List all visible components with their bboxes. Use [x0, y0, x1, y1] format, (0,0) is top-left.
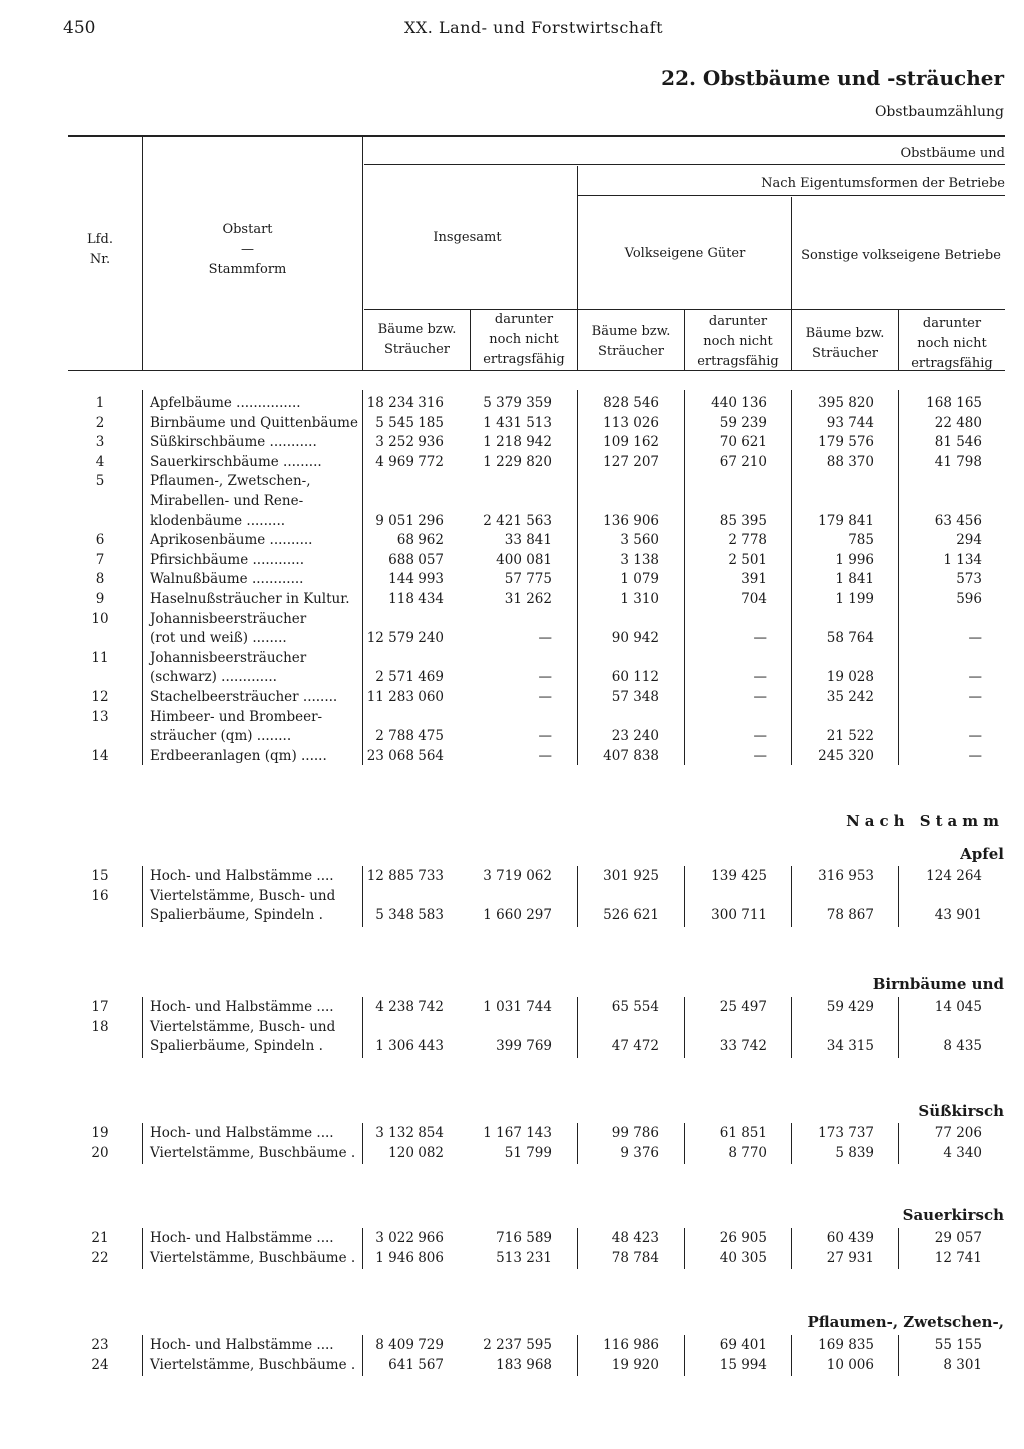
cell-value: 69 401: [719, 1337, 767, 1353]
cell-value: 3 719 062: [483, 868, 552, 884]
cell-value: 144 993: [388, 571, 444, 587]
cell-value: —: [968, 748, 982, 764]
cell-value: 77 206: [934, 1125, 982, 1141]
cell-value: 179 841: [818, 513, 874, 529]
column-divider: [898, 1123, 899, 1164]
cell-value: 11 283 060: [366, 689, 444, 705]
group-title: Sauerkirsch: [902, 1206, 1004, 1224]
cell-value: 1 660 297: [483, 907, 552, 923]
cell-value: 8 770: [728, 1145, 767, 1161]
table-row: [0, 1036, 1024, 1056]
cell-value: 85 395: [719, 513, 767, 529]
group-title: Süßkirsch: [918, 1102, 1004, 1120]
cell-value: 407 838: [603, 748, 659, 764]
column-divider: [142, 137, 143, 370]
cell-value: 78 784: [611, 1250, 659, 1266]
cell-value: 15 994: [719, 1357, 767, 1373]
row-label: Spalierbäume, Spindeln .: [150, 1038, 323, 1054]
row-label: Haselnußsträucher in Kultur.: [150, 591, 350, 607]
cell-value: 3 252 936: [375, 434, 444, 450]
header-sonstige: Sonstige volkseigene Betriebe: [801, 248, 1001, 263]
cell-value: 400 081: [496, 552, 552, 568]
row-number: 24: [91, 1357, 109, 1373]
table-row: [0, 905, 1024, 925]
cell-value: 29 057: [934, 1230, 982, 1246]
cell-value: —: [968, 669, 982, 685]
header-obstart: Obstart — Stammform: [208, 222, 287, 277]
header-darunter: darunter noch nicht ertragsfähig: [911, 316, 993, 371]
cell-value: —: [968, 728, 982, 744]
column-divider: [362, 997, 363, 1058]
column-divider: [791, 1123, 792, 1164]
column-divider: [684, 866, 685, 927]
cell-value: 12 885 733: [366, 868, 444, 884]
cell-value: 58 764: [826, 630, 874, 646]
table-row: [0, 726, 1024, 746]
column-divider: [684, 997, 685, 1058]
table-row: [0, 491, 1024, 511]
cell-value: 641 567: [388, 1357, 444, 1373]
column-divider: [791, 1228, 792, 1269]
row-number: 14: [91, 748, 109, 764]
table-row: [0, 648, 1024, 668]
row-number: 22: [91, 1250, 109, 1266]
cell-value: 5 545 185: [375, 415, 444, 431]
cell-value: 2 571 469: [375, 669, 444, 685]
cell-value: 5 839: [835, 1145, 874, 1161]
cell-value: 99 786: [611, 1125, 659, 1141]
cell-value: 1 229 820: [483, 454, 552, 470]
header-rule: [578, 195, 1005, 196]
row-label: Viertelstämme, Busch- und: [150, 888, 336, 904]
table-row: [0, 687, 1024, 707]
row-label: Apfelbäume ...............: [150, 395, 301, 411]
column-divider: [362, 1335, 363, 1376]
page-number: 450: [63, 18, 96, 38]
row-label: Süßkirschbäume ...........: [150, 434, 317, 450]
group-title: Apfel: [960, 845, 1004, 863]
cell-value: 4 340: [943, 1145, 982, 1161]
column-divider: [898, 1335, 899, 1376]
cell-value: 48 423: [611, 1230, 659, 1246]
cell-value: —: [968, 689, 982, 705]
column-divider: [142, 390, 143, 765]
row-label: Viertelstämme, Buschbäume .: [150, 1357, 356, 1373]
cell-value: 3 560: [620, 532, 659, 548]
column-divider: [142, 866, 143, 927]
cell-value: 12 741: [934, 1250, 982, 1266]
header-volkseigene-gueter: Volkseigene Güter: [624, 246, 746, 261]
column-divider: [791, 390, 792, 765]
table-row: [0, 1335, 1024, 1355]
cell-value: 1 199: [835, 591, 874, 607]
cell-value: 81 546: [934, 434, 982, 450]
row-label: Hoch- und Halbstämme ....: [150, 868, 334, 884]
table-row: [0, 589, 1024, 609]
cell-value: 63 456: [934, 513, 982, 529]
column-divider: [684, 1228, 685, 1269]
cell-value: 23 240: [611, 728, 659, 744]
cell-value: 440 136: [711, 395, 767, 411]
cell-value: 399 769: [496, 1038, 552, 1054]
column-divider: [684, 1123, 685, 1164]
column-divider: [142, 997, 143, 1058]
table-row: [0, 997, 1024, 1017]
row-label: Stachelbeersträucher ........: [150, 689, 338, 705]
cell-value: 5 379 359: [483, 395, 552, 411]
row-number: 12: [91, 689, 109, 705]
row-number: 7: [95, 552, 105, 568]
cell-value: 1 079: [620, 571, 659, 587]
header-darunter: darunter noch nicht ertragsfähig: [697, 314, 779, 369]
table-row: [0, 511, 1024, 531]
cell-value: 294: [956, 532, 982, 548]
cell-value: —: [538, 669, 552, 685]
cell-value: 31 262: [504, 591, 552, 607]
cell-value: 526 621: [603, 907, 659, 923]
cell-value: 2 237 595: [483, 1337, 552, 1353]
cell-value: —: [538, 630, 552, 646]
cell-value: 59 429: [826, 999, 874, 1015]
cell-value: 23 068 564: [366, 748, 444, 764]
table-row: [0, 393, 1024, 413]
table-row: [0, 1123, 1024, 1143]
cell-value: 1 841: [835, 571, 874, 587]
cell-value: —: [753, 689, 767, 705]
cell-value: 19 028: [826, 669, 874, 685]
cell-value: 78 867: [826, 907, 874, 923]
cell-value: 61 851: [719, 1125, 767, 1141]
column-divider: [577, 866, 578, 927]
cell-value: 93 744: [826, 415, 874, 431]
row-label: Spalierbäume, Spindeln .: [150, 907, 323, 923]
column-divider: [898, 997, 899, 1058]
cell-value: 26 905: [719, 1230, 767, 1246]
table-row: [0, 1017, 1024, 1037]
cell-value: 47 472: [611, 1038, 659, 1054]
table-row: [0, 886, 1024, 906]
page-subtitle: Obstbaumzählung: [874, 104, 1004, 120]
group-title: Birnbäume und: [872, 975, 1004, 993]
table-row: [0, 866, 1024, 886]
cell-value: 90 942: [611, 630, 659, 646]
table-row: [0, 1248, 1024, 1268]
column-divider: [577, 997, 578, 1058]
header-bottom-rule: [68, 370, 1005, 371]
cell-value: 21 522: [826, 728, 874, 744]
cell-value: 120 082: [388, 1145, 444, 1161]
cell-value: 35 242: [826, 689, 874, 705]
column-divider: [142, 1228, 143, 1269]
cell-value: 1 306 443: [375, 1038, 444, 1054]
cell-value: 136 906: [603, 513, 659, 529]
cell-value: 688 057: [388, 552, 444, 568]
cell-value: 169 835: [818, 1337, 874, 1353]
cell-value: —: [538, 689, 552, 705]
cell-value: 513 231: [496, 1250, 552, 1266]
cell-value: 60 112: [611, 669, 659, 685]
row-number: 10: [91, 611, 109, 627]
row-label: Mirabellen- und Rene-: [150, 493, 304, 509]
cell-value: —: [753, 728, 767, 744]
column-divider: [791, 866, 792, 927]
table-row: [0, 550, 1024, 570]
cell-value: 573: [956, 571, 982, 587]
cell-value: 124 264: [926, 868, 982, 884]
cell-value: 3 022 966: [375, 1230, 444, 1246]
cell-value: —: [753, 630, 767, 646]
cell-value: 316 953: [818, 868, 874, 884]
cell-value: 116 986: [603, 1337, 659, 1353]
cell-value: 3 138: [620, 552, 659, 568]
column-divider: [362, 866, 363, 927]
table-row: [0, 746, 1024, 766]
row-number: 17: [91, 999, 109, 1015]
cell-value: —: [753, 669, 767, 685]
cell-value: 127 207: [603, 454, 659, 470]
cell-value: 3 132 854: [375, 1125, 444, 1141]
cell-value: 2 501: [728, 552, 767, 568]
row-label: Hoch- und Halbstämme ....: [150, 1125, 334, 1141]
cell-value: 88 370: [826, 454, 874, 470]
cell-value: 51 799: [504, 1145, 552, 1161]
row-label: Walnußbäume ............: [150, 571, 304, 587]
header-insgesamt: Insgesamt: [433, 230, 502, 245]
column-divider: [898, 1228, 899, 1269]
column-divider: [577, 1123, 578, 1164]
row-label: Viertelstämme, Buschbäume .: [150, 1145, 356, 1161]
row-label: Himbeer- und Brombeer-: [150, 709, 323, 725]
cell-value: 9 051 296: [375, 513, 444, 529]
column-divider: [577, 1335, 578, 1376]
table-row: [0, 432, 1024, 452]
row-number: 13: [91, 709, 109, 725]
row-number: 20: [91, 1145, 109, 1161]
row-label: klodenbäume .........: [150, 513, 286, 529]
cell-value: 2 421 563: [483, 513, 552, 529]
column-divider: [898, 390, 899, 765]
cell-value: 109 162: [603, 434, 659, 450]
cell-value: 113 026: [603, 415, 659, 431]
column-divider: [142, 1123, 143, 1164]
column-divider: [684, 1335, 685, 1376]
row-label: Sauerkirschbäume .........: [150, 454, 322, 470]
cell-value: 57 348: [611, 689, 659, 705]
column-divider: [577, 1228, 578, 1269]
row-number: 3: [95, 434, 105, 450]
cell-value: 43 901: [934, 907, 982, 923]
cell-value: 183 968: [496, 1357, 552, 1373]
cell-value: 41 798: [934, 454, 982, 470]
cell-value: 1 431 513: [483, 415, 552, 431]
cell-value: 4 238 742: [375, 999, 444, 1015]
header-eigentum: Nach Eigentumsformen der Betriebe: [761, 176, 1005, 191]
row-label: Viertelstämme, Buschbäume .: [150, 1250, 356, 1266]
cell-value: 118 434: [388, 591, 444, 607]
cell-value: 18 234 316: [366, 395, 444, 411]
cell-value: 1 310: [620, 591, 659, 607]
cell-value: 1 167 143: [483, 1125, 552, 1141]
column-divider: [362, 1123, 363, 1164]
cell-value: 139 425: [711, 868, 767, 884]
row-number: 11: [91, 650, 109, 666]
cell-value: 300 711: [711, 907, 767, 923]
header-darunter: darunter noch nicht ertragsfähig: [483, 312, 565, 367]
row-label: Johannisbeersträucher: [150, 611, 307, 627]
table-row: [0, 609, 1024, 629]
column-divider: [684, 390, 685, 765]
cell-value: 34 315: [826, 1038, 874, 1054]
cell-value: 395 820: [818, 395, 874, 411]
row-label: sträucher (qm) ........: [150, 728, 292, 744]
row-number: 8: [95, 571, 105, 587]
cell-value: 391: [741, 571, 767, 587]
cell-value: 168 165: [926, 395, 982, 411]
row-number: 19: [91, 1125, 109, 1141]
row-number: 9: [95, 591, 105, 607]
cell-value: 1 134: [943, 552, 982, 568]
header-baeume: Bäume bzw. Sträucher: [591, 324, 671, 359]
row-label: Birnbäume und Quittenbäume: [150, 415, 358, 431]
table-row: [0, 667, 1024, 687]
table-row: [0, 471, 1024, 491]
row-label: Hoch- und Halbstämme ....: [150, 1230, 334, 1246]
cell-value: 245 320: [818, 748, 874, 764]
cell-value: 68 962: [396, 532, 444, 548]
cell-value: 40 305: [719, 1250, 767, 1266]
cell-value: —: [538, 728, 552, 744]
cell-value: 2 788 475: [375, 728, 444, 744]
group-title: Pflaumen-, Zwetschen-,: [807, 1313, 1004, 1331]
header-baeume: Bäume bzw. Sträucher: [377, 322, 457, 357]
header-lfd: Lfd. Nr.: [87, 232, 113, 267]
cell-value: 14 045: [934, 999, 982, 1015]
cell-value: 8 301: [943, 1357, 982, 1373]
cell-value: 33 841: [504, 532, 552, 548]
cell-value: 9 376: [620, 1145, 659, 1161]
cell-value: 65 554: [611, 999, 659, 1015]
cell-value: 704: [741, 591, 767, 607]
column-divider: [577, 390, 578, 765]
row-number: 2: [95, 415, 105, 431]
cell-value: 1 946 806: [375, 1250, 444, 1266]
table-row: [0, 452, 1024, 472]
row-label: Erdbeeranlagen (qm) ......: [150, 748, 327, 764]
cell-value: 70 621: [719, 434, 767, 450]
column-divider: [362, 1228, 363, 1269]
cell-value: 19 920: [611, 1357, 659, 1373]
column-divider: [898, 866, 899, 927]
row-label: (rot und weiß) ........: [150, 630, 287, 646]
cell-value: —: [753, 748, 767, 764]
cell-value: 12 579 240: [366, 630, 444, 646]
cell-value: —: [538, 748, 552, 764]
cell-value: 4 969 772: [375, 454, 444, 470]
table-row: [0, 1143, 1024, 1163]
row-label: Hoch- und Halbstämme ....: [150, 1337, 334, 1353]
table-row: [0, 1355, 1024, 1375]
row-number: 6: [95, 532, 105, 548]
cell-value: 596: [956, 591, 982, 607]
running-head: XX. Land- und Forstwirtschaft: [404, 18, 663, 37]
row-label: Johannisbeersträucher: [150, 650, 307, 666]
row-number: 4: [95, 454, 105, 470]
cell-value: 59 239: [719, 415, 767, 431]
cell-value: 716 589: [496, 1230, 552, 1246]
cell-value: 60 439: [826, 1230, 874, 1246]
row-number: 16: [91, 888, 109, 904]
row-label: Aprikosenbäume ..........: [150, 532, 313, 548]
cell-value: 27 931: [826, 1250, 874, 1266]
cell-value: 25 497: [719, 999, 767, 1015]
cell-value: 33 742: [719, 1038, 767, 1054]
table-row: [0, 569, 1024, 589]
row-number: 21: [91, 1230, 109, 1246]
row-label: Pfirsichbäume ............: [150, 552, 305, 568]
column-divider: [791, 997, 792, 1058]
cell-value: 22 480: [934, 415, 982, 431]
cell-value: 1 996: [835, 552, 874, 568]
table-row: [0, 1228, 1024, 1248]
cell-value: 5 348 583: [375, 907, 444, 923]
cell-value: 8 409 729: [375, 1337, 444, 1353]
row-number: 1: [95, 395, 105, 411]
row-number: 15: [91, 868, 109, 884]
column-divider: [362, 390, 363, 765]
row-label: Viertelstämme, Busch- und: [150, 1019, 336, 1035]
section-nach-stamm: Nach Stamm: [846, 812, 1004, 830]
row-number: 18: [91, 1019, 109, 1035]
cell-value: 179 576: [818, 434, 874, 450]
table-row: [0, 707, 1024, 727]
row-number: 23: [91, 1337, 109, 1353]
row-number: 5: [95, 473, 105, 489]
cell-value: 67 210: [719, 454, 767, 470]
column-divider: [791, 1335, 792, 1376]
table-row: [0, 530, 1024, 550]
cell-value: 1 031 744: [483, 999, 552, 1015]
cell-value: 301 925: [603, 868, 659, 884]
row-label: (schwarz) .............: [150, 669, 277, 685]
header-obstbaeume: Obstbäume und: [900, 146, 1005, 161]
table-row: [0, 413, 1024, 433]
cell-value: 55 155: [934, 1337, 982, 1353]
cell-value: 828 546: [603, 395, 659, 411]
cell-value: 10 006: [826, 1357, 874, 1373]
cell-value: 8 435: [943, 1038, 982, 1054]
header-rule: [364, 164, 1005, 165]
page-title: 22. Obstbäume und -sträucher: [661, 66, 1004, 90]
cell-value: —: [968, 630, 982, 646]
cell-value: 173 737: [818, 1125, 874, 1141]
table-top-rule: [68, 135, 1005, 137]
header-baeume: Bäume bzw. Sträucher: [805, 326, 885, 361]
table-row: [0, 628, 1024, 648]
column-divider: [142, 1335, 143, 1376]
cell-value: 1 218 942: [483, 434, 552, 450]
row-label: Hoch- und Halbstämme ....: [150, 999, 334, 1015]
cell-value: 785: [848, 532, 874, 548]
row-label: Pflaumen-, Zwetschen-,: [150, 473, 311, 489]
cell-value: 57 775: [504, 571, 552, 587]
cell-value: 2 778: [728, 532, 767, 548]
column-divider: [362, 137, 363, 370]
